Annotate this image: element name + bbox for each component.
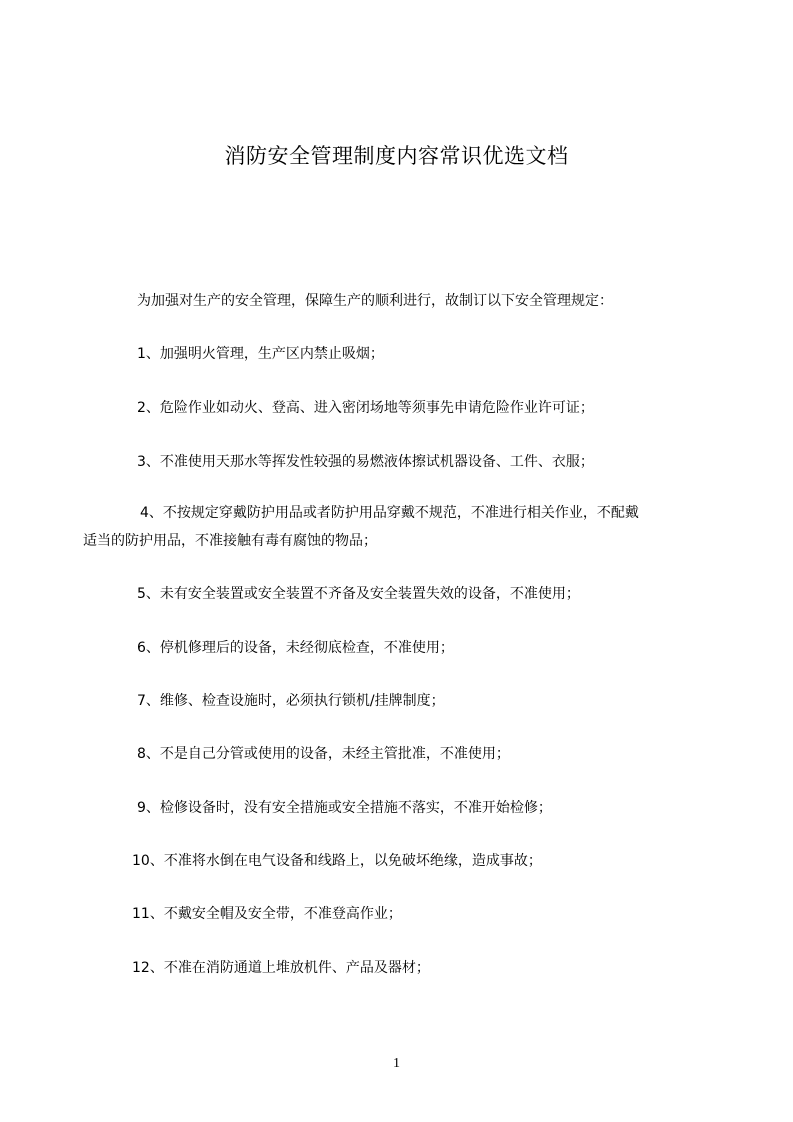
rule-item-1: 1、加强明火管理，生产区内禁止吸烟； (137, 346, 384, 362)
intro-paragraph: 为加强对生产的安全管理，保障生产的顺利进行，故制订以下安全管理规定： (137, 293, 613, 309)
rule-item-10: 10、不准将水倒在电气设备和线路上，以免破坏绝缘，造成事故； (132, 853, 542, 869)
rule-item-4-line-1: 4、不按规定穿戴防护用品或者防护用品穿戴不规范，不准进行相关作业，不配戴 (140, 505, 639, 521)
rule-item-11: 11、不戴安全帽及安全带，不准登高作业； (132, 906, 402, 922)
rule-item-12: 12、不准在消防通道上堆放机件、产品及器材； (132, 960, 430, 976)
document-title: 消防安全管理制度内容常识优选文档 (224, 144, 569, 168)
page-number: 1 (393, 1056, 400, 1071)
rule-item-6: 6、停机修理后的设备，未经彻底检查，不准使用； (137, 640, 454, 656)
rule-item-2: 2、危险作业如动火、登高、进入密闭场地等须事先申请危险作业许可证； (137, 400, 594, 416)
rule-item-4-line-2: 适当的防护用品，不准接触有毒有腐蚀的物品； (83, 533, 377, 549)
rule-item-8: 8、不是自己分管或使用的设备，未经主管批准，不准使用； (137, 746, 510, 762)
rule-item-9: 9、检修设备时，没有安全措施或安全措施不落实，不准开始检修； (137, 800, 552, 816)
rule-item-7: 7、维修、检查设施时，必须执行锁机/挂牌制度； (137, 693, 445, 709)
rule-item-3: 3、不准使用天那水等挥发性较强的易燃液体擦试机器设备、工件、衣服； (137, 454, 594, 470)
rule-item-5: 5、未有安全装置或安全装置不齐备及安全装置失效的设备，不准使用； (137, 586, 580, 602)
